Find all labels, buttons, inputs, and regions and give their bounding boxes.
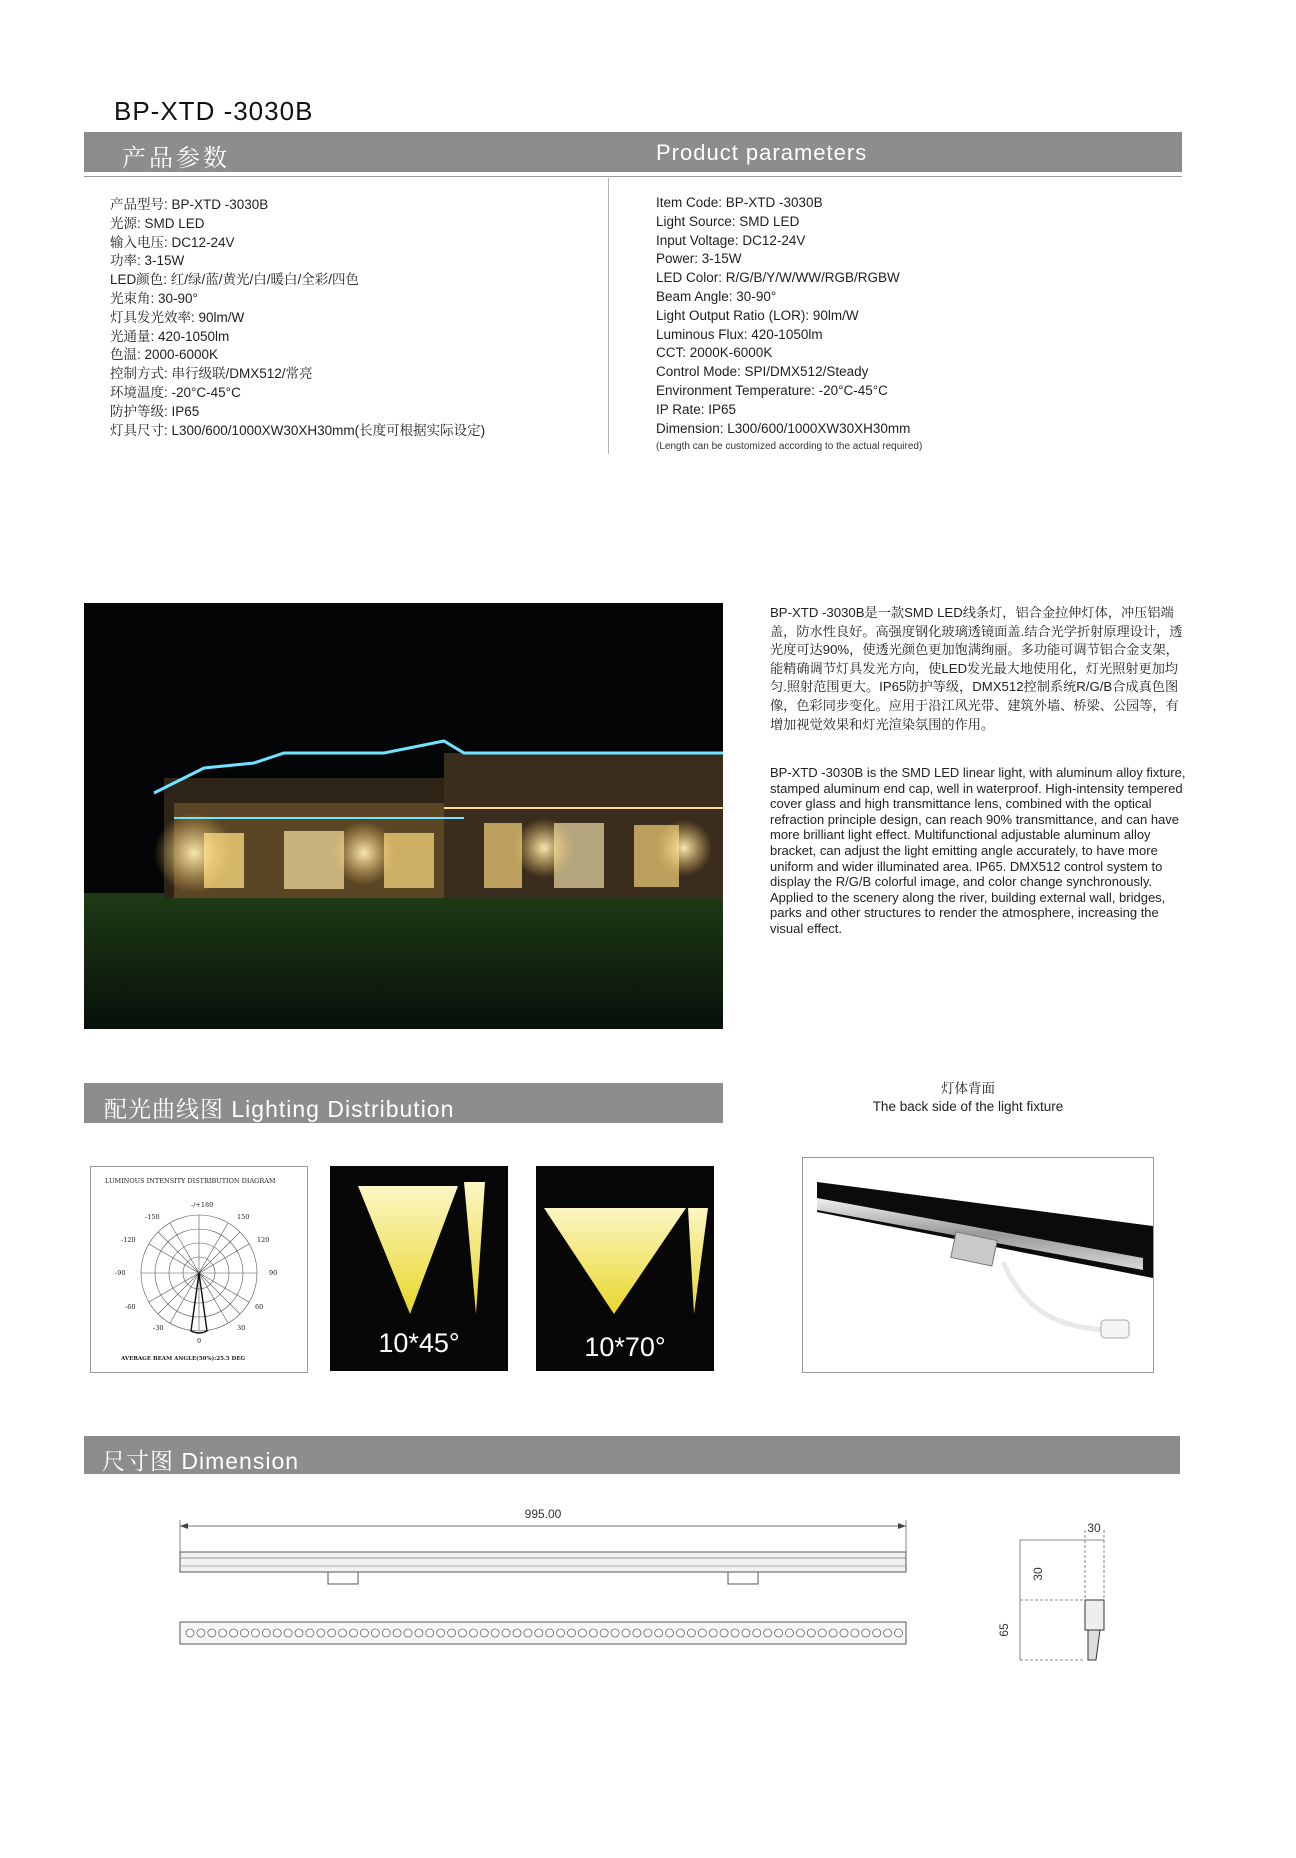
spec-en-item: Dimension: L300/600/1000XW30XH30mm <box>656 420 911 436</box>
spec-zh-item: 防护等级: IP65 <box>110 403 200 419</box>
polar-angle-label: 0 <box>197 1337 202 1345</box>
led-bead <box>589 1629 597 1637</box>
polar-angle-label: -/+180 <box>191 1201 214 1209</box>
spec-zh-item: 光通量: 420-1050lm <box>110 328 230 344</box>
led-bead <box>578 1629 586 1637</box>
led-bead <box>546 1629 554 1637</box>
led-bead <box>895 1629 903 1637</box>
led-bead <box>677 1629 685 1637</box>
product-parameters-header <box>84 132 1182 172</box>
led-bead <box>611 1629 619 1637</box>
description-en-model: BP-XTD -3030B <box>770 765 864 780</box>
spec-en-item: Control Mode: SPI/DMX512/Steady <box>656 364 869 380</box>
led-bead <box>666 1629 674 1637</box>
led-bead <box>807 1629 815 1637</box>
spec-zh-item: 灯具尺寸: L300/600/1000XW30XH30mm(长度可根据实际设定) <box>110 422 486 438</box>
dimension-header <box>84 1436 1180 1474</box>
led-bead <box>480 1629 488 1637</box>
length-note: (Length can be customized according to the actual required) <box>656 441 923 453</box>
led-bead <box>295 1629 303 1637</box>
led-bead <box>491 1629 499 1637</box>
led-bead <box>197 1629 205 1637</box>
led-bead <box>600 1629 608 1637</box>
led-bead <box>448 1629 456 1637</box>
spec-en-item: Input Voltage: DC12-24V <box>656 232 806 248</box>
led-bead <box>241 1629 249 1637</box>
led-bead <box>829 1629 837 1637</box>
led-bead <box>328 1629 336 1637</box>
led-bead <box>709 1629 717 1637</box>
spec-zh-item: 环境温度: -20°C-45°C <box>110 384 241 400</box>
led-bead <box>262 1629 270 1637</box>
led-bead <box>622 1629 630 1637</box>
spec-zh-item: LED颜色: 红/绿/蓝/黄光/白/暖白/全彩/四色 <box>110 272 360 288</box>
spec-zh-item: 输入电压: DC12-24V <box>110 234 235 250</box>
led-bead <box>339 1629 347 1637</box>
lighting-distribution-label: 配光曲线图 Lighting Distribution <box>104 1096 455 1122</box>
led-bead <box>720 1629 728 1637</box>
polar-angle-label: 30 <box>237 1324 246 1332</box>
description-en <box>770 765 1190 937</box>
led-bead <box>742 1629 750 1637</box>
led-bead <box>873 1629 881 1637</box>
polar-angle-label: -90 <box>115 1269 126 1277</box>
led-bead <box>371 1629 379 1637</box>
spec-zh-item: 产品型号: BP-XTD -3030B <box>110 197 269 212</box>
night-building-photo <box>84 603 723 1029</box>
lighting-distribution-header <box>84 1083 723 1123</box>
spec-en-item: Beam Angle: 30-90° <box>656 288 777 304</box>
spec-en-item: Environment Temperature: -20°C-45°C <box>656 382 888 398</box>
polar-angle-label: 60 <box>255 1303 264 1311</box>
led-bead <box>186 1629 194 1637</box>
led-bead <box>818 1629 826 1637</box>
polar-angle-label: -120 <box>121 1236 136 1244</box>
led-bead <box>426 1629 434 1637</box>
led-bead <box>862 1629 870 1637</box>
led-bead <box>731 1629 739 1637</box>
spec-en-item: Light Source: SMD LED <box>656 213 800 229</box>
polar-angle-label: -150 <box>145 1213 160 1221</box>
led-bead <box>393 1629 401 1637</box>
led-bead <box>796 1629 804 1637</box>
dimension-height: 30 <box>1031 1567 1045 1581</box>
spec-en-item: Power: 3-15W <box>656 251 742 267</box>
led-bead <box>753 1629 761 1637</box>
dimension-drawing <box>170 1500 1130 1670</box>
description-en-text: is the SMD LED linear light, with aluminum alloy fixture, stamped aluminum end cap, well in waterproof. High-intensity tempered cover glass and high transmittance lens, combined with the optical refraction principle design, can reach 90% transmittance, and can have more brilliant light effect. Multifunctional adjustable aluminum alloy bracket, can adjust the light emitting angle accurately, to have more uniform and wider illuminated area. IP65. DMX512 control system to display the R/G/B colorful image, and color change synchronously. Applied to the scenery along the river, building external wall, bridges, parks and other structures to render the atmosphere, increasing the visual effect. <box>770 765 1186 936</box>
spec-zh-item: 控制方式: 串行级联/DMX512/常亮 <box>110 366 313 382</box>
led-bead <box>404 1629 412 1637</box>
specs-zh-list <box>110 196 485 440</box>
led-bead <box>284 1629 292 1637</box>
led-bead <box>437 1629 445 1637</box>
led-bead <box>698 1629 706 1637</box>
fixture-caption-zh: 灯体背面 <box>941 1081 995 1096</box>
polar-diagram <box>90 1166 308 1373</box>
polar-angle-label: 120 <box>257 1236 270 1244</box>
spec-en-item: LED Color: R/G/B/Y/W/WW/RGB/RGBW <box>656 270 900 286</box>
dimension-width: 30 <box>1087 1521 1101 1535</box>
led-bead <box>273 1629 281 1637</box>
led-bead <box>317 1629 325 1637</box>
polar-angle-label: 90 <box>269 1269 278 1277</box>
led-bead <box>687 1629 695 1637</box>
led-bead <box>557 1629 565 1637</box>
polar-angle-label: -60 <box>125 1303 136 1311</box>
led-bead <box>535 1629 543 1637</box>
specs-en-list <box>656 194 922 457</box>
led-bead <box>415 1629 423 1637</box>
beam-pattern-70 <box>536 1166 714 1371</box>
beam-label-45: 10*45° <box>378 1328 460 1358</box>
led-bead <box>350 1629 358 1637</box>
fixture-caption <box>828 1080 1108 1116</box>
product-title: BP-XTD -3030B <box>114 96 314 126</box>
polar-footer: AVERAGE BEAM ANGLE(50%):25.5 DEG <box>121 1356 246 1362</box>
led-bead <box>208 1629 216 1637</box>
beam-pattern-45 <box>330 1166 508 1371</box>
led-bead <box>633 1629 641 1637</box>
params-header-zh: 产品参数 <box>122 145 230 172</box>
header-rule <box>84 176 1182 177</box>
led-bead <box>655 1629 663 1637</box>
led-bead <box>360 1629 368 1637</box>
spec-en-item: Item Code: BP-XTD -3030B <box>656 195 823 210</box>
led-bead <box>382 1629 390 1637</box>
beam-label-70: 10*70° <box>584 1332 666 1362</box>
spec-en-item: IP Rate: IP65 <box>656 401 737 417</box>
spec-en-item: Luminous Flux: 420-1050lm <box>656 326 823 342</box>
spec-zh-item: 灯具发光效率: 90lm/W <box>110 309 245 325</box>
led-bead <box>219 1629 227 1637</box>
column-divider <box>608 178 609 454</box>
led-bead <box>644 1629 652 1637</box>
led-bead <box>840 1629 848 1637</box>
led-bead <box>306 1629 314 1637</box>
led-bead <box>469 1629 477 1637</box>
led-bead <box>524 1629 532 1637</box>
fixture-caption-en: The back side of the light fixture <box>872 1099 1064 1114</box>
led-bead <box>502 1629 510 1637</box>
led-bead <box>230 1629 238 1637</box>
led-bead <box>851 1629 859 1637</box>
led-bead <box>459 1629 467 1637</box>
dimension-label: 尺寸图 Dimension <box>102 1448 300 1474</box>
spec-zh-item: 功率: 3-15W <box>110 253 185 269</box>
spec-zh-item: 光束角: 30-90° <box>110 290 198 306</box>
dimension-length: 995.00 <box>524 1507 562 1521</box>
led-bead <box>251 1629 259 1637</box>
led-bead <box>786 1629 794 1637</box>
polar-angle-label: -30 <box>153 1324 164 1332</box>
polar-title: LUMINOUS INTENSITY DISTRIBUTION DIAGRAM <box>105 1177 276 1185</box>
spec-en-item: CCT: 2000K-6000K <box>656 345 773 361</box>
spec-en-item: Light Output Ratio (LOR): 90lm/W <box>656 307 859 323</box>
spec-zh-item: 色温: 2000-6000K <box>110 347 219 363</box>
led-bead <box>775 1629 783 1637</box>
params-header-en: Product parameters <box>656 140 868 165</box>
description-zh: BP-XTD -3030B是一款SMD LED线条灯，铝合金拉伸灯体，冲压铝端盖，防水性良好。高强度钢化玻璃透镜面盖.结合光学折射原理设计，透光度可达90%，使透光颜色更加饱满绚丽。多功能可调节铝合金支架，能精确调节灯具发光方向，使LED发光最大地使用化，灯光照射更加均匀.照射范围更大。IP65防护等级，DMX512控制系统R/G/B合成真色图像，色彩同步变化。应用于沿江风光带、建筑外墙、桥梁、公园等，有增加视觉效果和灯光渲染氛围的作用。 <box>770 605 1183 732</box>
led-bead <box>568 1629 576 1637</box>
led-bead <box>884 1629 892 1637</box>
led-bead <box>764 1629 772 1637</box>
spec-zh-item: 光源: SMD LED <box>110 215 205 231</box>
fixture-back-photo <box>802 1157 1154 1373</box>
polar-angle-label: 150 <box>237 1213 250 1221</box>
dimension-total-height: 65 <box>997 1623 1011 1637</box>
led-bead <box>513 1629 521 1637</box>
